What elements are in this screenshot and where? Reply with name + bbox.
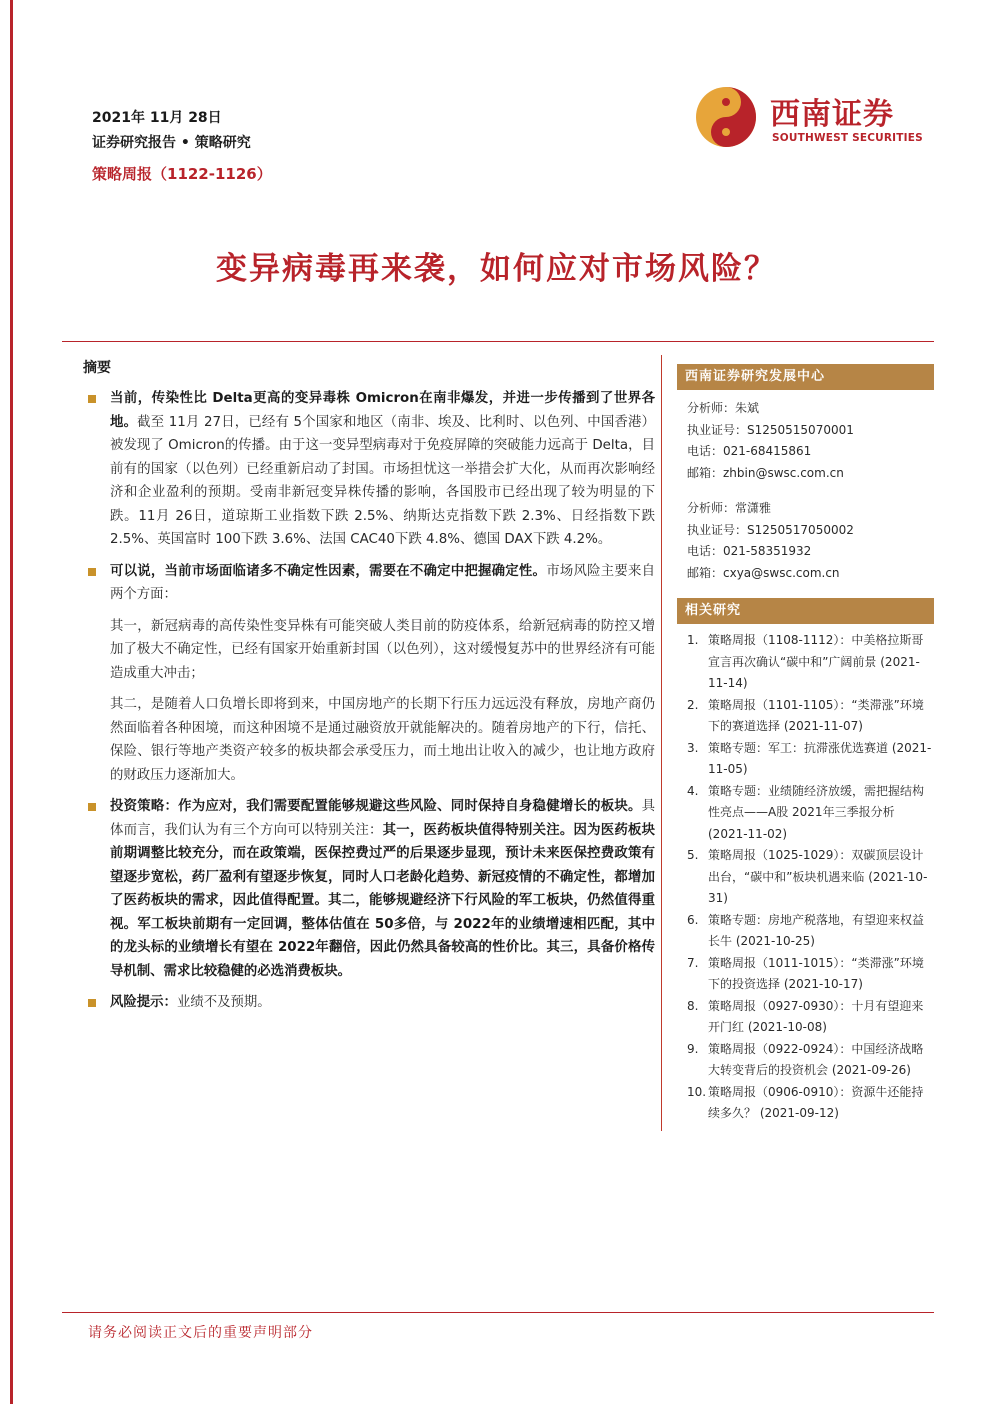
related-item[interactable]: 8. 策略周报（0927-0930）：十月有望迎来开门红 (2021-10-08)	[687, 998, 924, 1034]
p5-lead: 投资策略：作为应对，我们需要配置能够规避这些风险、同时保持自身稳健增长的板块。	[110, 799, 642, 814]
analyst-license: 执业证号：S1250515070001	[687, 422, 854, 437]
related-item[interactable]: 1. 策略周报（1108-1112）：中美格拉斯哥宣言再次确认“碳中和”广阔前景 (2021-11-14)	[687, 633, 924, 690]
p5-body: 具体而言，我们认为有三个方向可以特别关注：	[110, 799, 655, 838]
report-title: 变异病毒再来袭，如何应对市场风险？	[216, 251, 777, 287]
summary-paragraph-2	[83, 560, 655, 607]
related-item[interactable]: 2. 策略周报（1101-1105）：“类滞涨”环境下的赛道选择 (2021-11-07)	[687, 697, 924, 733]
p6-lead: 风险提示：	[110, 995, 177, 1010]
report-type: 证券研究报告 • 策略研究	[92, 135, 251, 151]
summary-paragraph-3: 其一，新冠病毒的高传染性变异株有可能突破人类目前的防疫体系，给新冠病毒的防控又增加了极大不确定性，已经有国家开始重新封国（以色列），这对缓慢复苏中的世界经济有可能造成重大冲击；	[110, 618, 655, 681]
analyst-name: 分析师：常潇雅	[687, 501, 772, 515]
p5-emphasis: 其一，医药板块值得特别关注。因为医药板块前期调整比较充分，而在政策端，医保控费过严的后果逐步显现，预计未来医保控费政策有望逐步宽松，药厂盈利有望逐步恢复，同时人口老龄化趋势、新冠疫情的不确定性，都增加了医药板块的需求，因此值得配置。其二，能够规避经济下行风险的军工板块，仍然值得重视。军工板块前期有一定回调，整体估值在 50多倍，与 2022年的业绩增速相匹配，其中的龙头标的业绩增长有望在 2022年翻倍，因此仍然具备较高的性价比。其三，具备价格传导机制、需求比较稳健的必选消费板块。	[110, 822, 656, 979]
footer-notice: 请务必阅读正文后的重要声明部分	[88, 1325, 313, 1341]
title-divider	[62, 341, 934, 342]
p1-body: 截至 11月 27日，已经有 5个国家和地区（南非、埃及、比利时、以色列、中国香港）被发现了 Omicron的传播。由于这一变异型病毒对于免疫屏障的突破能力远高于 Delta，目前有的国家（以色列）已经重新启动了封国。市场担忧这一举措会扩大化，从而再次影响经济和企业盈利的预期。受南非新冠变异株传播的影响，各国股市已经出现了较为明显的下跌。11月 26日，道琼斯工业指数下跌 2.5%、纳斯达克指数下跌 2.3%、日经指数下跌 2.5%、英国富时 100下跌 3.6%、法国 CAC40下跌 4.8%、德国 DAX下跌 4.2%。	[110, 414, 655, 547]
summary-paragraph-1	[83, 387, 655, 552]
logo-name-cn: 西南证券	[770, 97, 894, 132]
analyst-phone: 电话：021-58351932	[687, 544, 812, 558]
left-edge-rule	[10, 0, 13, 1404]
footer-divider	[62, 1312, 934, 1313]
related-research-header: 相关研究	[677, 598, 934, 624]
analyst-phone: 电话：021-68415861	[687, 444, 812, 458]
bullet-icon	[88, 999, 96, 1007]
summary-paragraph-6	[83, 991, 655, 1015]
related-list	[677, 630, 934, 1125]
related-item[interactable]: 9. 策略周报（0922-0924）：中国经济战略大转变背后的投资机会 (2021-09-26)	[687, 1041, 924, 1077]
report-series: 策略周报（1122-1126）	[92, 165, 272, 183]
column-divider	[661, 355, 662, 1131]
swsc-logo-icon	[694, 85, 758, 149]
analyst-name: 分析师：朱斌	[687, 401, 760, 415]
related-research	[677, 598, 934, 1125]
related-item[interactable]: 3. 策略专题：军工：抗滞涨优选赛道 (2021-11-05)	[687, 740, 932, 776]
analyst-card	[677, 398, 934, 484]
summary-paragraph-5	[83, 795, 655, 983]
sidebar	[677, 364, 934, 1125]
company-logo	[694, 85, 934, 153]
research-center-header: 西南证券研究发展中心	[677, 364, 934, 390]
summary-paragraph-4: 其二，是随着人口负增长即将到来，中国房地产的长期下行压力远远没有释放，房地产商仍然面临着各种困境，而这种困境不是通过融资放开就能解决的。随着房地产的下行，信托、保险、银行等地产类资产较多的板块都会承受压力，而土地出让收入的减少，也让地方政府的财政压力逐渐加大。	[110, 697, 655, 783]
analyst-license: 执业证号：S1250517050002	[687, 522, 854, 537]
related-item[interactable]: 6. 策略专题：房地产税落地，有望迎来权益长牛 (2021-10-25)	[687, 912, 925, 948]
analyst-card	[677, 498, 934, 584]
related-item[interactable]: 10. 策略周报（0906-0910）：资源牛还能持续多久？ (2021-09-12)	[687, 1084, 924, 1120]
p6-body: 业绩不及预期。	[176, 995, 271, 1010]
bullet-icon	[88, 568, 96, 576]
analyst-email[interactable]: 邮箱：cxya@swsc.com.cn	[687, 565, 840, 580]
report-date: 2021年 11月 28日	[92, 110, 222, 126]
related-item[interactable]: 7. 策略周报（1011-1015）：“类滞涨”环境下的投资选择 (2021-10-17)	[687, 955, 924, 991]
related-item[interactable]: 4. 策略专题：业绩随经济放缓，需把握结构性亮点——A股 2021年三季报分析 (2021-11-02)	[687, 783, 925, 841]
analyst-email[interactable]: 邮箱：zhbin@swsc.com.cn	[687, 465, 844, 480]
logo-name-en: SOUTHWEST SECURITIES	[772, 132, 923, 144]
summary-section	[83, 357, 655, 1023]
p2-body: 市场风险主要来自两个方面：	[110, 563, 656, 602]
summary-heading: 摘要	[83, 360, 111, 376]
related-item[interactable]: 5. 策略周报（1025-1029）：双碳顶层设计出台，“碳中和”板块机遇来临 (2021-10-31)	[687, 848, 928, 905]
bullet-icon	[88, 803, 96, 811]
p2-lead: 可以说，当前市场面临诸多不确定性因素，需要在不确定中把握确定性。	[110, 563, 547, 579]
bullet-icon	[88, 395, 96, 403]
p1-lead: 当前，传染性比 Delta更高的变异毒株 Omicron在南非爆发，并进一步传播到了世界各地。	[110, 391, 655, 430]
